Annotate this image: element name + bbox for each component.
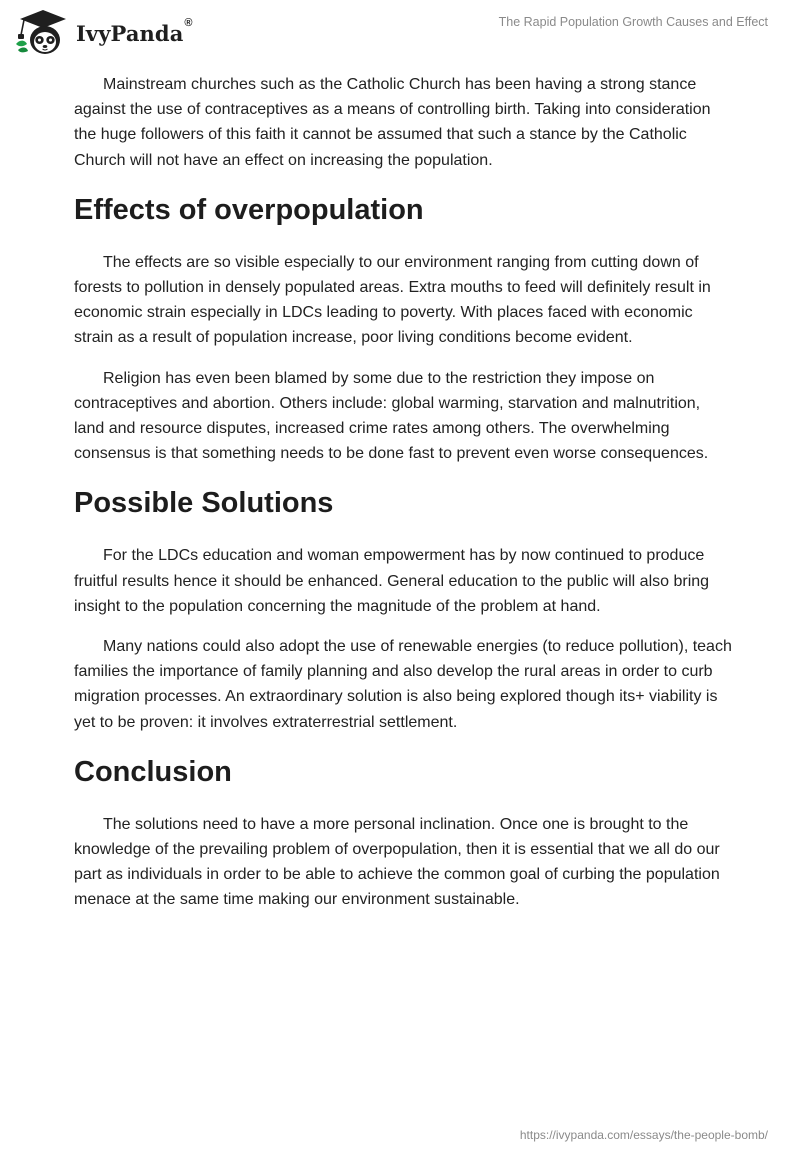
ivypanda-logo[interactable] <box>14 8 193 56</box>
panda-graduate-icon <box>14 8 72 56</box>
paragraph: The effects are so visible especially to our environment ranging from cutting down of forests to pollution in densely populated areas. Extra mouths to feed will definitely result in economic strain especially in LDCs leading to poverty. With places faced with economic strain as a result of population increase, poor living conditions become evident. <box>74 253 711 347</box>
paragraph: Religion has even been blamed by some due to the restriction they impose on contraceptives and abortion. Others include: global warming, starvation and malnutrition, land and resource disputes, increased crime rates among others. The overwhelming consensus is that something needs to be done fast to prevent even worse consequences. <box>74 369 709 463</box>
logo-wordmark: IvyPanda® <box>76 16 193 46</box>
paragraph: The solutions need to have a more personal inclination. Once one is brought to the knowledge of the prevailing problem of overpopulation, then it is essential that we all do our part as individuals in order to be able to achieve the common goal of curbing the population menace at the same time making our environment sustainable. <box>74 815 720 909</box>
paragraph: For the LDCs education and woman empowerment has by now continued to produce fruitful results hence it should be enhanced. General education to the public will also bring insight to the population concerning the magnitude of the problem at hand. <box>74 547 710 615</box>
source-url[interactable]: https://ivypanda.com/essays/the-people-bomb/ <box>519 1128 768 1142</box>
section-heading-solutions: Possible Solutions <box>74 487 334 520</box>
section-heading-conclusion: Conclusion <box>74 755 232 788</box>
section-heading-effects: Effects of overpopulation <box>74 193 424 226</box>
essay-body <box>74 72 734 928</box>
paragraph: Many nations could also adopt the use of renewable energies (to reduce pollution), teach families the importance of family planning and also develop the rural areas in order to curb migration processes. An extraordinary solution is also being explored though its+ viability is yet to be proven: it involves extraterrestrial settlement. <box>74 638 732 731</box>
registered-mark: ® <box>184 16 193 29</box>
paragraph: Mainstream churches such as the Catholic Church has been having a strong stance against the use of contraceptives as a means of controlling birth. Taking into consideration the huge followers of this faith it cannot be assumed that such a stance by the Catholic Church will not have an effect on increasing the population. <box>74 76 711 169</box>
page-header <box>0 0 800 60</box>
document-title: The Rapid Population Growth Causes and Effect <box>498 15 768 29</box>
